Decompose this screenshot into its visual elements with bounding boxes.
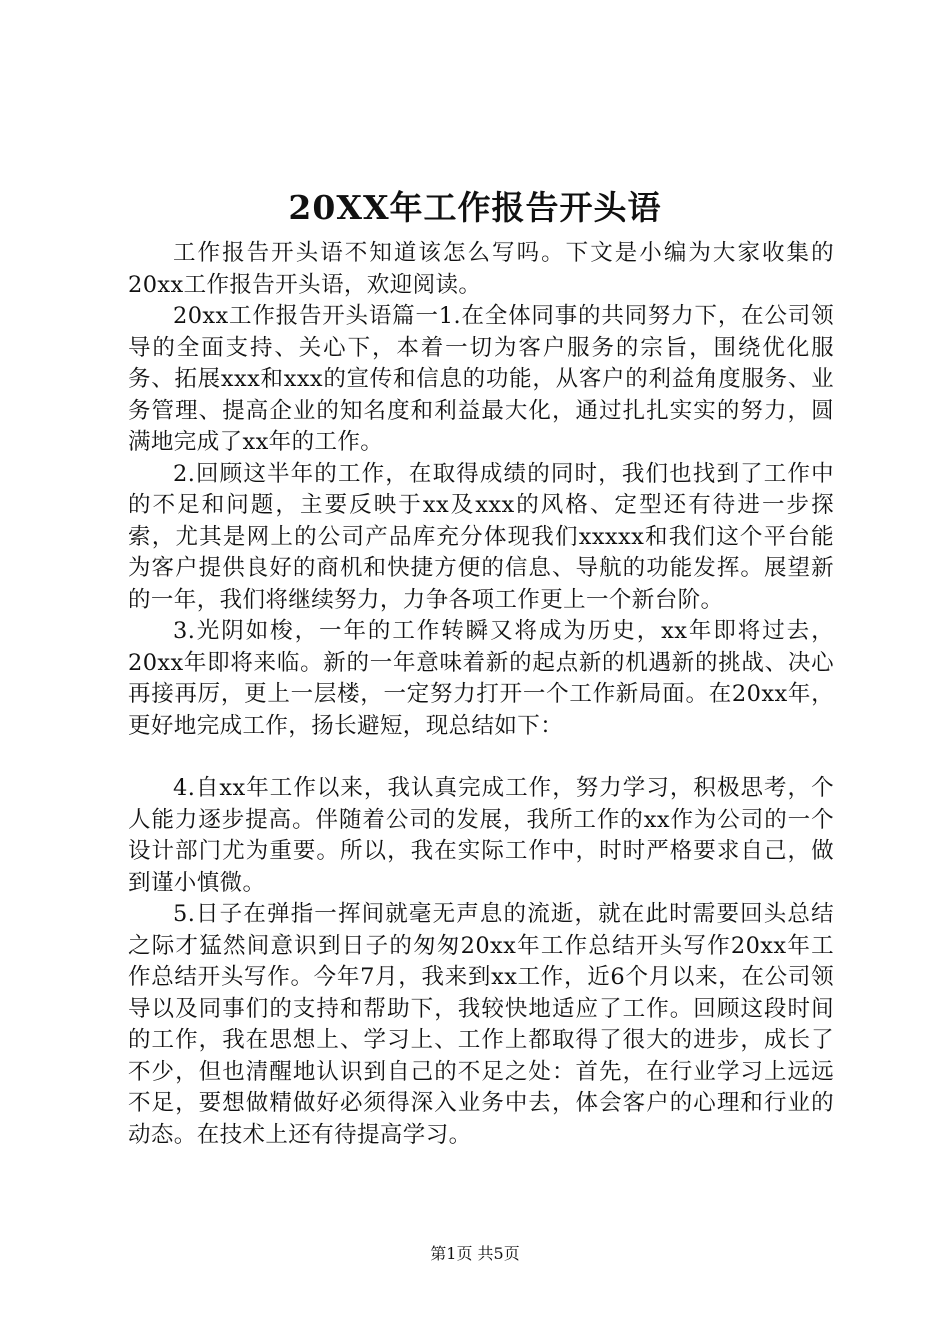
page-number-footer: 第1页 共5页: [430, 1244, 520, 1263]
paragraph-item-2: 2.回顾这半年的工作，在取得成绩的同时，我们也找到了工作中的不足和问题，主要反映于xx及xxx的风格、定型还有待进一步探索，尤其是网上的公司产品库充分体现我们xxxxx和我们这个平台能为客户提供良好的商机和快捷方便的信息、导航的功能发挥。展望新的一年，我们将继续努力，力争各项工作更上一个新台阶。: [128, 460, 834, 613]
paragraph-item-4: 4.自xx年工作以来，我认真完成工作，努力学习，积极思考，个人能力逐步提高。伴随着公司的发展，我所工作的xx作为公司的一个设计部门尤为重要。所以，我在实际工作中，时时严格要求自己，做到谨小慎微。: [128, 775, 834, 896]
document-title: 20XX年工作报告开头语: [288, 188, 662, 227]
paragraph-item-1: 20xx工作报告开头语篇一1.在全体同事的共同努力下，在公司领导的全面支持、关心下，本着一切为客户服务的宗旨，围绕优化服务、拓展xxx和xxx的宣传和信息的功能，从客户的利益角度服务、业务管理、提高企业的知名度和利益最大化，通过扎扎实实的努力，圆满地完成了xx年的工作。: [128, 303, 834, 455]
paragraph-intro: 工作报告开头语不知道该怎么写吗。下文是小编为大家收集的20xx工作报告开头语，欢迎阅读。: [128, 240, 834, 298]
document-body: [128, 238, 834, 1151]
paragraph-item-3: 3.光阴如梭，一年的工作转瞬又将成为历史，xx年即将过去，20xx年即将来临。新的一年意味着新的起点新的机遇新的挑战、决心再接再厉，更上一层楼，一定努力打开一个工作新局面。在20xx年，更好地完成工作，扬长避短，现总结如下：: [128, 618, 834, 739]
paragraph-item-5: 5.日子在弹指一挥间就毫无声息的流逝，就在此时需要回头总结之际才猛然间意识到日子的匆匆20xx年工作总结开头写作20xx年工作总结开头写作。今年7月，我来到xx工作，近6个月以来，在公司领导以及同事们的支持和帮助下，我较快地适应了工作。回顾这段时间的工作，我在思想上、学习上、工作上都取得了很大的进步，成长了不少，但也清醒地认识到自己的不足之处：首先，在行业学习上远远不足，要想做精做好必须得深入业务中去，体会客户的心理和行业的动态。在技术上还有待提高学习。: [128, 901, 834, 1148]
